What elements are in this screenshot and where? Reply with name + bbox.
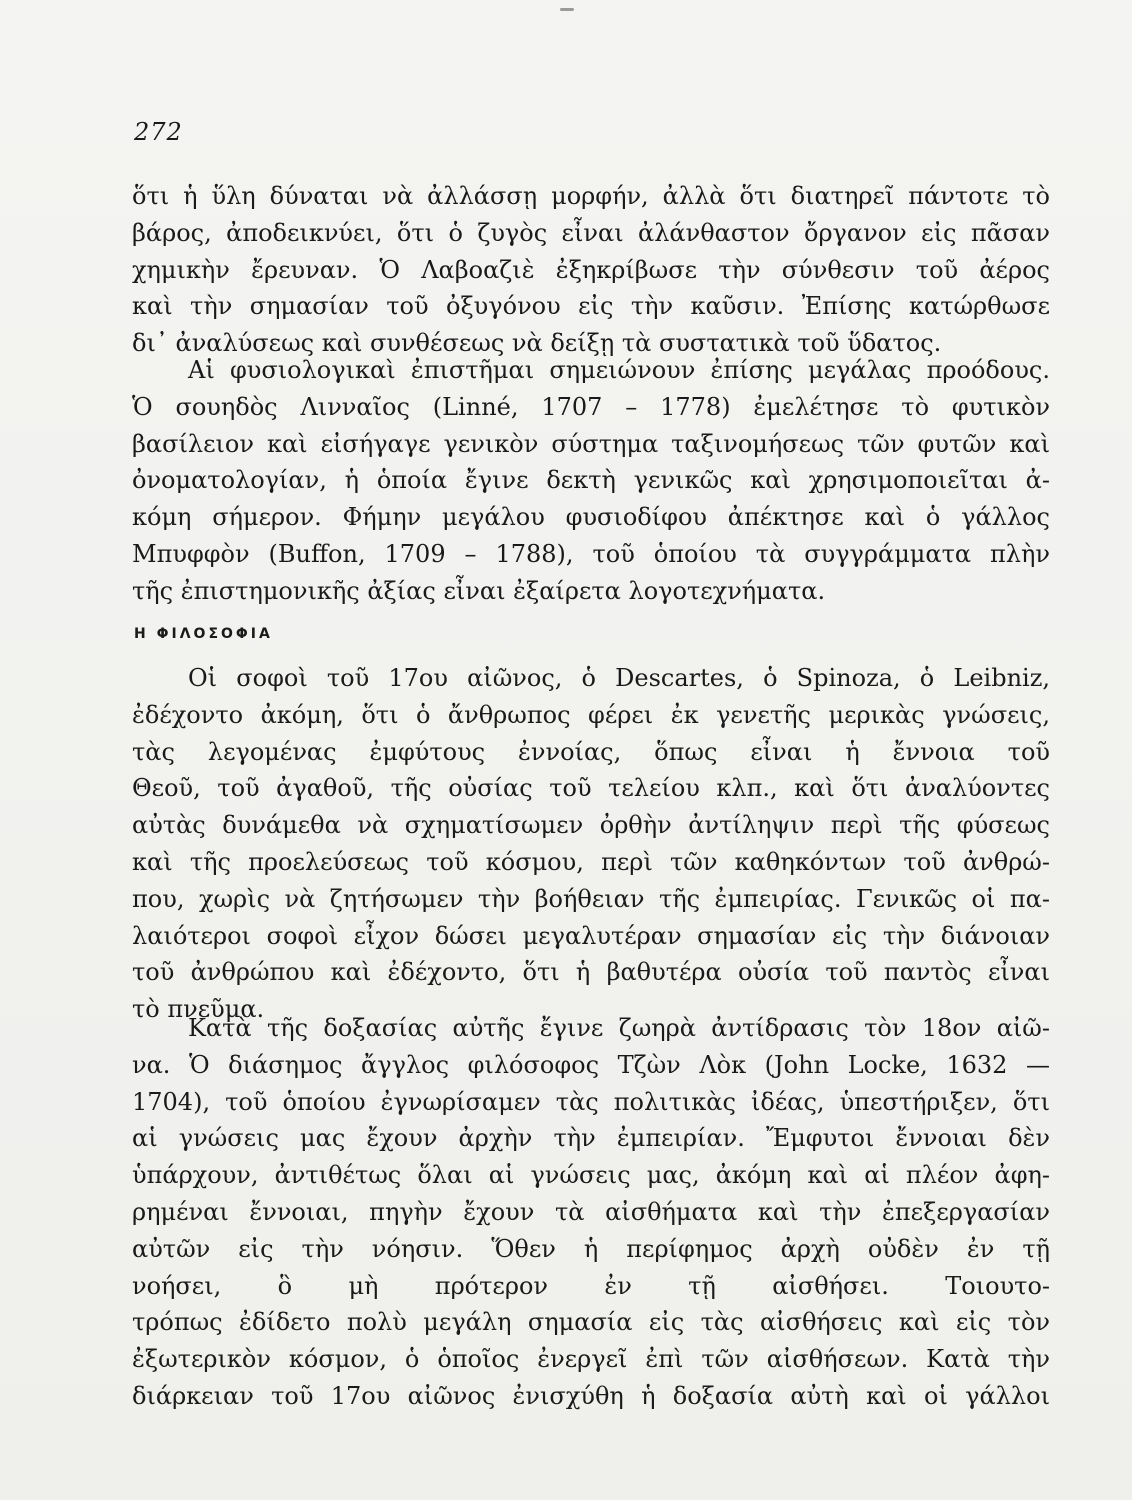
section-title: Η ΦΙΛΟΣΟΦΙΑ [134, 626, 273, 642]
text-line: ὅτι ἡ ὕλη δύναται νὰ ἀλλάσσῃ μορφήν, ἀλλὰ ὅτι διατηρεῖ πάντοτε τὸ [132, 182, 1050, 210]
text-line: ἐδέχοντο ἀκόμη, ὅτι ὁ ἄνθρωπος φέρει ἐκ γενετῆς μερικὰς γνώσεις, [132, 700, 1050, 729]
paragraph-locke-empiricism [132, 1010, 1050, 1415]
text-line: τρόπως ἐδίδετο πολὺ μεγάλη σημασία εἰς τὰς αἰσθήσεις καὶ εἰς τὸν [132, 1308, 1050, 1337]
text-line: καὶ τῆς προελεύσεως τοῦ κόσμου, περὶ τῶν καθηκόντων τοῦ ἀνθρώ- [132, 847, 1050, 876]
page-number: 272 [134, 118, 183, 146]
text-line: αὐτὰς δυνάμεθα νὰ σχηματίσωμεν ὀρθὴν ἀντίληψιν περὶ τῆς φύσεως [132, 811, 1050, 840]
text-line: τὸ πνεῦμα. [132, 995, 265, 1024]
text-line: Αἱ φυσιολογικαὶ ἐπιστῆμαι σημειώνουν ἐπίσης μεγάλας προόδους. [188, 356, 1050, 384]
paragraph-natural-sciences [132, 352, 1050, 610]
text-line: καὶ τὴν σημασίαν τοῦ ὀξυγόνου εἰς τὴν καῦσιν. Ἐπίσης κατώρθωσε [132, 292, 1050, 321]
text-line: ἐξωτερικὸν κόσμον, ὁ ὁποῖος ἐνεργεῖ ἐπὶ τῶν αἰσθήσεων. Κατὰ τὴν [132, 1345, 1050, 1374]
text-line: Κατὰ τῆς δοξασίας αὐτῆς ἔγινε ζωηρὰ ἀντίδρασις τὸν 18ον αἰῶ- [188, 1014, 1050, 1042]
text-line: Μπυφφὸν (Buffon, 1709 – 1788), τοῦ ὁποίου τὰ συγγράμματα πλὴν [132, 539, 1050, 568]
text-line: διάρκειαν τοῦ 17ου αἰῶνος ἐνισχύθη ἡ δοξασία αὐτὴ καὶ οἱ γάλλοι [132, 1381, 1050, 1410]
text-line: 1704), τοῦ ὁποίου ἐγνωρίσαμεν τὰς πολιτικὰς ἰδέας, ὑπεστήριξεν, ὅτι [132, 1087, 1050, 1116]
text-line: να. Ὁ διάσημος ἄγγλος φιλόσοφος Τζὼν Λὸκ (John Locke, 1632 — [132, 1050, 1050, 1079]
text-line: χημικὴν ἔρευναν. Ὁ Λαβοαζιὲ ἐξηκρίβωσε τὴν σύνθεσιν τοῦ ἀέρος [132, 255, 1050, 284]
scan-mark [560, 8, 574, 11]
text-line: Θεοῦ, τοῦ ἀγαθοῦ, τῆς οὐσίας τοῦ τελείου κλπ., καὶ ὅτι ἀναλύοντες [132, 774, 1050, 803]
text-line: νοήσει, ὃ μὴ πρότερον ἐν τῇ αἰσθήσει. Τοιουτο- [132, 1271, 1050, 1300]
text-line: που, χωρὶς νὰ ζητήσωμεν τὴν βοήθειαν τῆς ἐμπειρίας. Γενικῶς οἱ πα- [132, 884, 1050, 913]
text-line: βάρος, ἀποδεικνύει, ὅτι ὁ ζυγὸς εἶναι ἀλάνθαστον ὄργανον εἰς πᾶσαν [132, 218, 1050, 247]
text-line: αὐτῶν εἰς τὴν νόησιν. Ὅθεν ἡ περίφημος ἀρχὴ οὐδὲν ἐν τῇ [132, 1234, 1050, 1263]
text-line: τῆς ἐπιστημονικῆς ἀξίας εἶναι ἐξαίρετα λογοτεχνήματα. [132, 576, 826, 605]
paragraph-weight-and-chemistry [132, 178, 1050, 362]
text-line: Ὁ σουηδὸς Λινναῖος (Linné, 1707 – 1778) ἐμελέτησε τὸ φυτικὸν [132, 392, 1050, 421]
text-line: Οἱ σοφοὶ τοῦ 17ου αἰῶνος, ὁ Descartes, ὁ Spinoza, ὁ Leibniz, [188, 664, 1050, 692]
text-line: λαιότεροι σοφοὶ εἶχον δώσει μεγαλυτέραν σημασίαν εἰς τὴν διάνοιαν [132, 921, 1050, 950]
text-line: τοῦ ἀνθρώπου καὶ ἐδέχοντο, ὅτι ἡ βαθυτέρα οὐσία τοῦ παντὸς εἶναι [132, 958, 1050, 987]
text-line: ὑπάρχουν, ἀντιθέτως ὅλαι αἱ γνώσεις μας, ἀκόμη καὶ αἱ πλέον ἀφη- [132, 1161, 1050, 1190]
text-line: ρημέναι ἔννοιαι, πηγὴν ἔχουν τὰ αἰσθήματα καὶ τὴν ἐπεξεργασίαν [132, 1197, 1050, 1226]
text-line: δι᾿ ἀναλύσεως καὶ συνθέσεως νὰ δείξῃ τὰ συστατικὰ τοῦ ὕδατος. [132, 329, 942, 358]
text-line: βασίλειον καὶ εἰσήγαγε γενικὸν σύστημα ταξινομήσεως τῶν φυτῶν καὶ [132, 429, 1050, 458]
text-line: τὰς λεγομένας ἐμφύτους ἐννοίας, ὅπως εἶναι ἡ ἔννοια τοῦ [132, 737, 1050, 766]
paragraph-seventeenth-century-philosophers [132, 660, 1050, 1028]
text-line: ὀνοματολογίαν, ἡ ὁποία ἔγινε δεκτὴ γενικῶς καὶ χρησιμοποιεῖται ἀ- [132, 466, 1050, 495]
text-line: αἱ γνώσεις μας ἔχουν ἀρχὴν τὴν ἐμπειρίαν. Ἔμφυτοι ἔννοιαι δὲν [132, 1124, 1050, 1153]
text-line: κόμη σήμερον. Φήμην μεγάλου φυσιοδίφου ἀπέκτησε καὶ ὁ γάλλος [132, 503, 1050, 532]
